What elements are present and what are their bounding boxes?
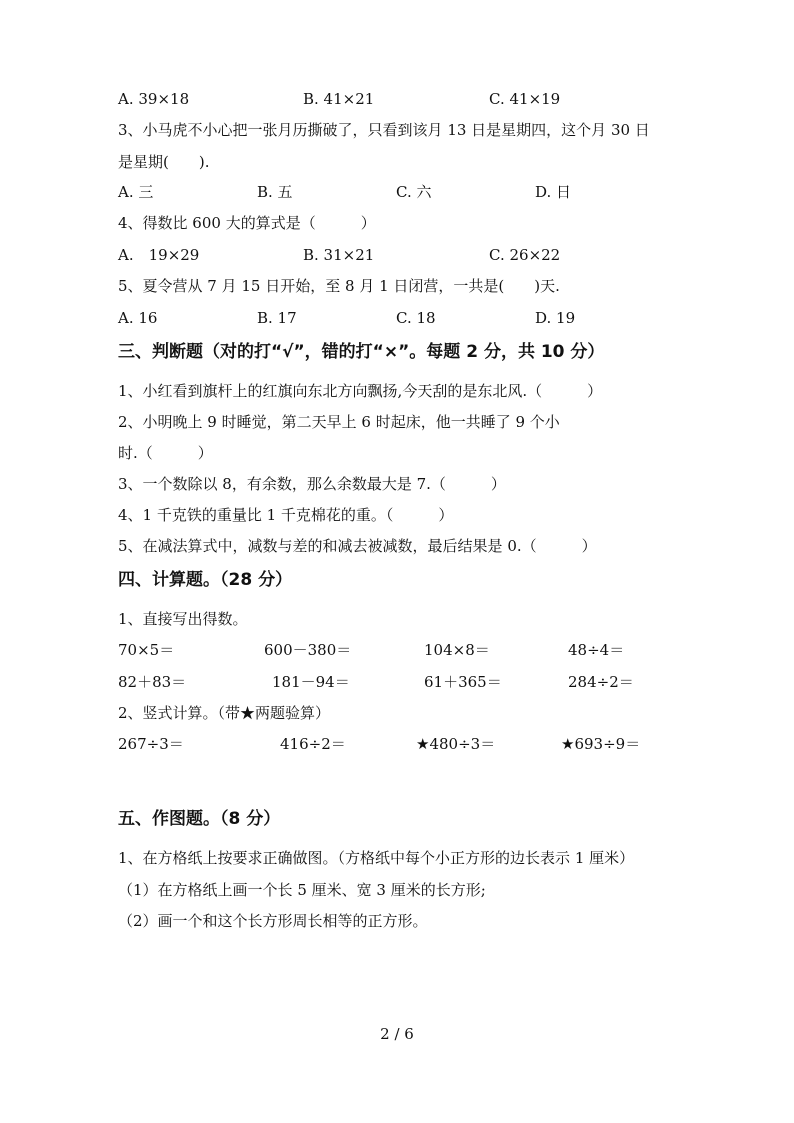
calc-item: 70×5＝ [118, 641, 175, 659]
draw-item-1-part2: （2）画一个和这个长方形周长相等的正方形。 [118, 912, 428, 930]
vertical-calc-item: 267÷3＝ [118, 735, 184, 753]
judge-item-4: 4、1 千克铁的重量比 1 千克棉花的重。（ ） [118, 506, 454, 524]
q2-option-b: B. 41×21 [303, 90, 375, 108]
q3-stem-line2: 是星期( ). [118, 153, 210, 171]
q5-option-c: C. 18 [396, 309, 436, 327]
calc-sub1: 1、直接写出得数。 [118, 610, 248, 628]
section4-heading: 四、计算题。（28 分） [118, 570, 293, 590]
q5-stem: 5、夏令营从 7 月 15 日开始，至 8 月 1 日闭营，一共是( )天. [118, 277, 560, 295]
calc-item: 181－94＝ [272, 673, 350, 691]
judge-item-3: 3、一个数除以 8，有余数，那么余数最大是 7.（ ） [118, 475, 506, 493]
q3-option-a: A. 三 [118, 183, 154, 201]
draw-item-1-part1: （1）在方格纸上画一个长 5 厘米、宽 3 厘米的长方形; [118, 881, 486, 899]
q5-option-d: D. 19 [535, 309, 576, 327]
judge-item-2: 2、小明晚上 9 时睡觉，第二天早上 6 时起床，他一共睡了 9 个小 [118, 413, 560, 431]
judge-item-5: 5、在减法算式中，减数与差的和减去被减数，最后结果是 0.（ ） [118, 537, 597, 555]
q3-option-d: D. 日 [535, 183, 572, 201]
q2-option-a: A. 39×18 [118, 90, 190, 108]
q3-option-c: C. 六 [396, 183, 432, 201]
judge-item-2-cont: 时.（ ） [118, 444, 213, 462]
q5-option-b: B. 17 [257, 309, 297, 327]
judge-item-1: 1、小红看到旗杆上的红旗向东北方向飘扬,今天刮的是东北风.（ ） [118, 382, 603, 400]
q3-stem-line1: 3、小马虎不小心把一张月历撕破了，只看到该月 13 日是星期四，这个月 30 日 [118, 121, 650, 139]
q4-option-c: C. 26×22 [489, 246, 561, 264]
q3-option-b: B. 五 [257, 183, 293, 201]
page-number: 2 / 6 [380, 1025, 414, 1043]
section3-heading: 三、判断题（对的打“√”，错的打“×”。每题 2 分，共 10 分） [118, 342, 605, 362]
calc-item: 600－380＝ [264, 641, 352, 659]
vertical-calc-item: ★480÷3＝ [416, 735, 496, 753]
vertical-calc-item: ★693÷9＝ [561, 735, 641, 753]
section5-heading: 五、作图题。（8 分） [118, 809, 281, 829]
calc-item: 104×8＝ [424, 641, 490, 659]
vertical-calc-item: 416÷2＝ [280, 735, 346, 753]
calc-item: 61＋365＝ [424, 673, 502, 691]
q2-option-c: C. 41×19 [489, 90, 561, 108]
q5-option-a: A. 16 [118, 309, 158, 327]
calc-item: 82＋83＝ [118, 673, 187, 691]
q4-option-a: A. 19×29 [118, 246, 200, 264]
q4-stem: 4、得数比 600 大的算式是（ ） [118, 214, 376, 232]
draw-item-1: 1、在方格纸上按要求正确做图。（方格纸中每个小正方形的边长表示 1 厘米） [118, 849, 635, 867]
calc-sub2: 2、竖式计算。（带★两题验算） [118, 704, 331, 722]
calc-item: 48÷4＝ [568, 641, 625, 659]
q4-option-b: B. 31×21 [303, 246, 375, 264]
calc-item: 284÷2＝ [568, 673, 634, 691]
